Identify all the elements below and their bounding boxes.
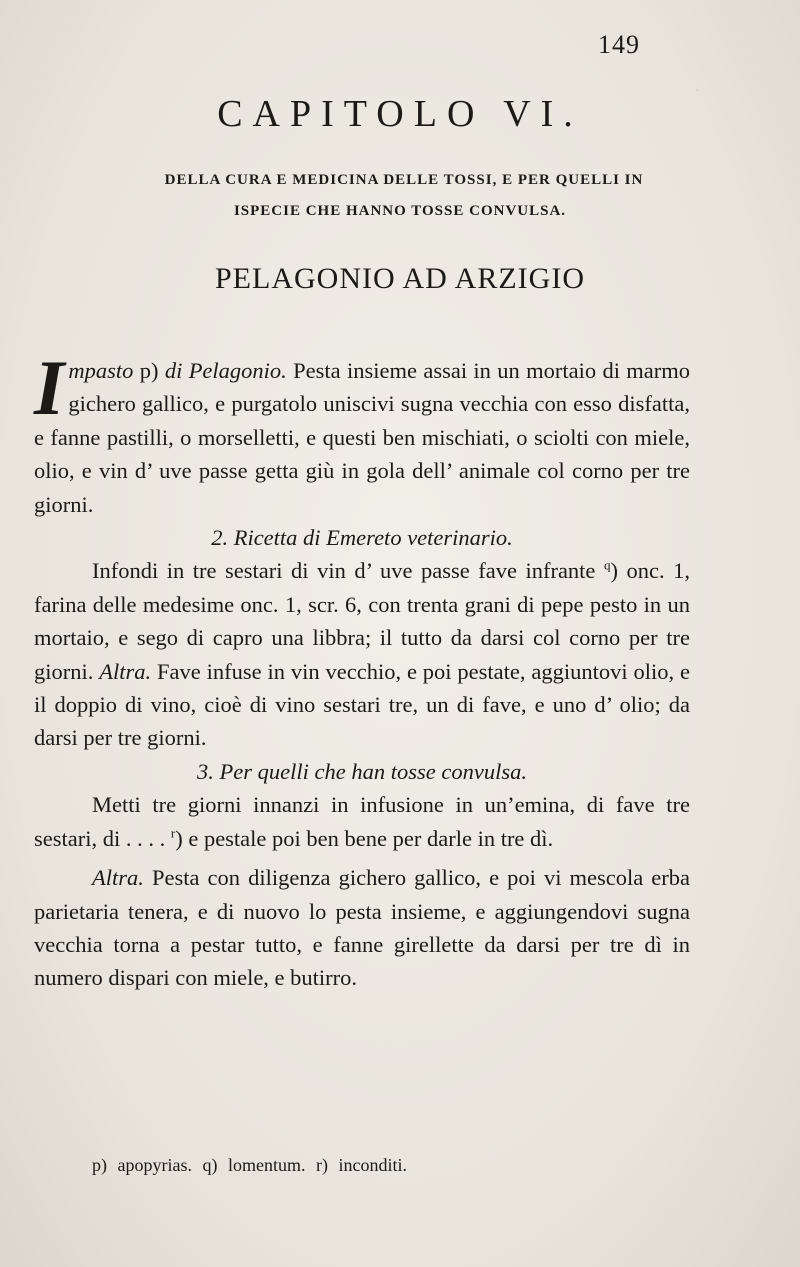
- drop-cap: I: [34, 344, 65, 431]
- paragraph-4: [34, 861, 690, 995]
- paragraph-2: Infondi in tre sestari di vin d’ uve passe fave infrante $^q$) onc. 1, farina delle medesime onc. 1, scr. 6, con trenta grani di pepe pesto in un mortaio, e sego di capro una libbra; il tutto da darsi col corno per tre giorni. Altra. Fave infuse in vin vecchio, e poi pestate, aggiuntovi olio, e il doppio di vino, cioè di vino sestari tre, un di fave, e uno d’ olio; da darsi per tre giorni.: [34, 557, 690, 751]
- footnotes: [92, 1155, 692, 1176]
- p2-italic: Altra.: [99, 658, 152, 684]
- footnote-p: p) apopyrias.: [92, 1155, 192, 1175]
- ref-close: ): [150, 358, 159, 383]
- p2-text3: Fave infuse in vin vecchio, e poi pestate, aggiuntovi olio, e il doppio di vino, cioè di vino sestari tre, un di fave, e uno d’ olio; da darsi per tre giorni.: [34, 658, 690, 751]
- p4-italic: Altra.: [92, 865, 144, 891]
- page-number: 149: [598, 30, 640, 59]
- section-heading: PELAGONIO AD ARZIGIO: [215, 262, 585, 295]
- p2-text2: onc. 1, farina delle medesime onc. 1, scr. 6, con trenta grani di pepe pesto in un mortaio, e sego di capro una libbra; il tutto da darsi col corno per tre giorni.: [34, 558, 690, 684]
- p1-text: Pesta insieme assai in un mortaio di marmo gichero gallico, e purgatolo uniscivi sugna vecchia con esso disfatta, e fanne pastilli, o morselletti, e questi ben mischiati, o sciolti con miele, olio, e vin d’ uve passe getta giù in gola dell’ animale col corno per tre giorni.: [34, 358, 691, 517]
- p3-text2: e pestale poi ben bene per darle in tre dì.: [188, 825, 554, 851]
- paragraph-3: Metti tre giorni innanzi in infusione in un’emina, di fave tre sestari, di . . . . $^r$) e pestale poi ben bene per darle in tre dì.: [34, 792, 690, 851]
- p2-text1: Infondi in tre sestari di vin d’ uve passe fave infrante: [92, 558, 596, 584]
- p4-text: Pesta con diligenza gichero gallico, e poi vi mescola erba parietaria tenera, e di nuovo lo pesta insieme, e aggiungendovi sugna vecchia torna a pestar tutto, e fanne girellette da darsi per tre dì in numero dispari con miele, e butirro.: [34, 865, 691, 991]
- subheading-2: 2. Ricetta di Emereto veterinario.: [211, 525, 513, 551]
- footnote-ref-p: p: [139, 358, 151, 383]
- footnote-ref-q: q: [603, 557, 611, 573]
- footnote-q: q) lomentum.: [202, 1155, 306, 1175]
- p1-italic-title: di Pelagonio.: [164, 358, 287, 383]
- main-text: [34, 344, 691, 995]
- bleed-through-text: .: [695, 74, 700, 96]
- p1-lead-italic: mpasto: [68, 358, 134, 383]
- footnote-r: r) inconditi.: [315, 1155, 407, 1175]
- chapter-title: CAPITOLO VI.: [217, 93, 583, 135]
- chapter-subtitle-line1: DELLA CURA E MEDICINA DELLE TOSSI, E PER QUELLI IN: [164, 172, 644, 188]
- subheading-3: 3. Per quelli che han tosse convulsa.: [197, 758, 527, 784]
- footnote-ref-r: r: [170, 825, 176, 841]
- p3-text1: Metti tre giorni innanzi in infusione in un’emina, di fave tre sestari, di . . . .: [34, 792, 690, 851]
- chapter-subtitle-line2: ISPECIE CHE HANNO TOSSE CONVULSA.: [233, 203, 567, 219]
- paragraph-1: [34, 344, 691, 521]
